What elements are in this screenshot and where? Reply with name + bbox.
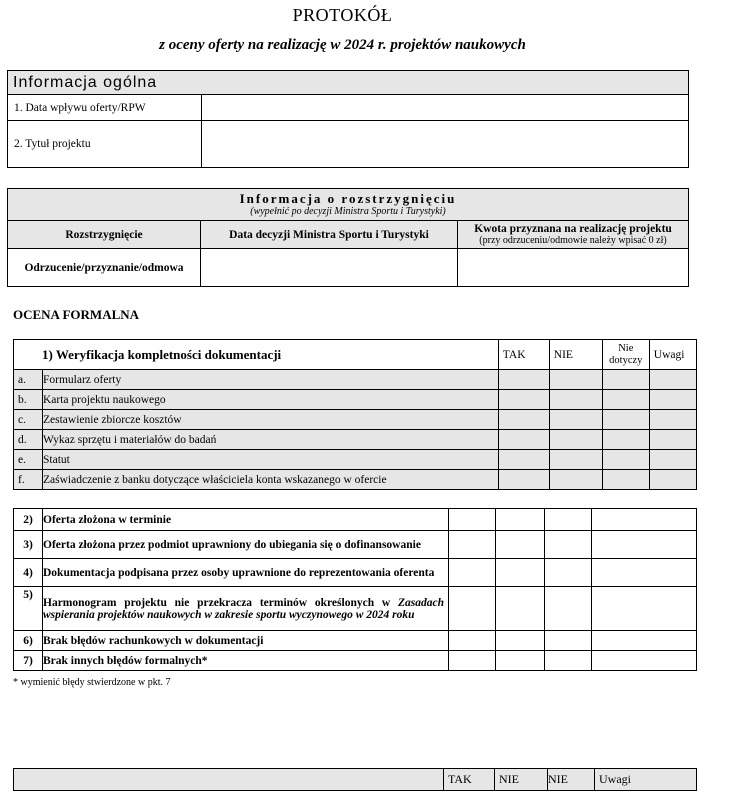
table-row <box>14 559 697 587</box>
na-cell[interactable] <box>602 430 649 450</box>
bottom-table <box>13 768 697 791</box>
notes-cell[interactable] <box>592 651 697 671</box>
na-cell[interactable] <box>545 509 592 531</box>
criteria-table <box>13 508 697 671</box>
row-letter: b. <box>14 390 43 410</box>
criterion-text-italic: Zasadach wspierania projektów naukowych w zakresie sportu wyczynowego w 2024 roku <box>43 596 445 621</box>
decision-date-col-header: Data decyzji Ministra Sportu i Turystyki <box>201 221 458 249</box>
receipt-date-label: 1. Data wpływu oferty/RPW <box>8 95 202 121</box>
document-subtitle: z oceny oferty na realizację w 2024 r. projektów naukowych <box>159 37 526 53</box>
table-row <box>14 631 697 651</box>
row-text: Karta projektu naukowego <box>43 390 499 410</box>
receipt-date-field[interactable] <box>202 95 689 121</box>
no-cell[interactable] <box>549 430 602 450</box>
yes-cell[interactable] <box>498 370 549 390</box>
notes-cell[interactable] <box>592 559 697 587</box>
criterion-number: 6) <box>14 631 43 651</box>
no-cell[interactable] <box>549 410 602 430</box>
criterion-number: 4) <box>14 559 43 587</box>
table-row <box>14 370 697 390</box>
yes-cell[interactable] <box>449 631 496 651</box>
table-row <box>14 450 697 470</box>
notes-cell[interactable] <box>649 410 696 430</box>
table-row <box>14 390 697 410</box>
no-cell[interactable] <box>496 651 545 671</box>
amount-field[interactable] <box>458 249 689 287</box>
na-cell[interactable] <box>602 390 649 410</box>
na-cell[interactable] <box>602 450 649 470</box>
bottom-col-yes: TAK <box>444 769 495 791</box>
criterion-text: Oferta złożona w terminie <box>43 509 449 531</box>
verification-table <box>13 339 697 490</box>
row-text: Wykaz sprzętu i materiałów do badań <box>43 430 499 450</box>
no-cell[interactable] <box>496 587 545 631</box>
na-cell[interactable] <box>545 559 592 587</box>
na-cell[interactable] <box>602 470 649 490</box>
col-na-header: Nie dotyczy <box>602 340 649 370</box>
criterion-text: Brak innych błędów formalnych* <box>43 651 449 671</box>
bottom-col-notes: Uwagi <box>595 769 697 791</box>
table-row <box>14 410 697 430</box>
decision-table <box>7 188 689 287</box>
yes-cell[interactable] <box>449 531 496 559</box>
project-title-field[interactable] <box>202 121 689 168</box>
col-no-header: NIE <box>549 340 602 370</box>
criterion-number: 3) <box>14 531 43 559</box>
notes-cell[interactable] <box>592 509 697 531</box>
no-cell[interactable] <box>549 470 602 490</box>
yes-cell[interactable] <box>449 651 496 671</box>
no-cell[interactable] <box>496 631 545 651</box>
criterion-text: Dokumentacja podpisana przez osoby uprawnione do reprezentowania oferenta <box>43 559 449 587</box>
row-text: Zestawienie zbiorcze kosztów <box>43 410 499 430</box>
yes-cell[interactable] <box>498 470 549 490</box>
no-cell[interactable] <box>549 450 602 470</box>
yes-cell[interactable] <box>449 587 496 631</box>
criterion-text: Oferta złożona przez podmiot uprawniony do ubiegania się o dofinansowanie <box>43 531 449 559</box>
na-cell[interactable] <box>545 651 592 671</box>
table-row <box>14 430 697 450</box>
table-row <box>14 470 697 490</box>
decision-heading: Informacja o rozstrzygnięciu <box>239 190 457 206</box>
criterion-number: 7) <box>14 651 43 671</box>
col-yes-header: TAK <box>498 340 549 370</box>
row-letter: c. <box>14 410 43 430</box>
yes-cell[interactable] <box>498 410 549 430</box>
yes-cell[interactable] <box>498 450 549 470</box>
na-cell[interactable] <box>545 531 592 559</box>
criterion-text: Brak błędów rachunkowych w dokumentacji <box>43 631 449 651</box>
no-cell[interactable] <box>549 370 602 390</box>
col-notes-header: Uwagi <box>649 340 696 370</box>
notes-cell[interactable] <box>649 390 696 410</box>
row-letter: f. <box>14 470 43 490</box>
decision-date-field[interactable] <box>201 249 458 287</box>
bottom-col-na: NIE <box>548 769 595 791</box>
na-cell[interactable] <box>602 410 649 430</box>
notes-cell[interactable] <box>592 531 697 559</box>
no-cell[interactable] <box>549 390 602 410</box>
row-letter: e. <box>14 450 43 470</box>
yes-cell[interactable] <box>449 509 496 531</box>
yes-cell[interactable] <box>449 559 496 587</box>
criterion-text: Harmonogram projektu nie przekracza terminów określonych w <box>43 596 391 609</box>
row-letter: a. <box>14 370 43 390</box>
footnote: * wymienić błędy stwierdzone w pkt. 7 <box>13 677 171 688</box>
row-text: Zaświadczenie z banku dotyczące właściciela konta wskazanego w ofercie <box>43 470 499 490</box>
verification-title: 1) Weryfikacja kompletności dokumentacji <box>14 340 499 370</box>
table-row <box>14 531 697 559</box>
notes-cell[interactable] <box>592 587 697 631</box>
no-cell[interactable] <box>496 509 545 531</box>
table-row <box>14 587 697 631</box>
row-text: Formularz oferty <box>43 370 499 390</box>
row-letter: d. <box>14 430 43 450</box>
formal-heading: OCENA FORMALNA <box>13 307 140 322</box>
general-info-table <box>7 70 689 168</box>
yes-cell[interactable] <box>498 390 549 410</box>
na-cell[interactable] <box>545 631 592 651</box>
no-cell[interactable] <box>496 559 545 587</box>
criterion-number: 2) <box>14 509 43 531</box>
document-title: PROTOKÓŁ <box>292 5 393 25</box>
notes-cell[interactable] <box>592 631 697 651</box>
criterion-number: 5) <box>14 587 43 631</box>
decision-note: (wypełnić po decyzji Ministra Sportu i Turystyki) <box>250 205 446 217</box>
decision-row-label: Odrzucenie/przyznanie/odmowa <box>8 249 201 287</box>
table-row <box>14 509 697 531</box>
amount-col-header: Kwota przyznana na realizację projektu <box>474 222 672 235</box>
table-row <box>14 651 697 671</box>
notes-cell[interactable] <box>649 450 696 470</box>
amount-col-note: (przy odrzuceniu/odmowie należy wpisać 0 zł) <box>479 234 667 246</box>
bottom-col-no: NIE <box>495 769 548 791</box>
notes-cell[interactable] <box>649 430 696 450</box>
na-cell[interactable] <box>602 370 649 390</box>
decision-col-header: Rozstrzygnięcie <box>8 221 201 249</box>
row-text: Statut <box>43 450 499 470</box>
yes-cell[interactable] <box>498 430 549 450</box>
general-info-heading: Informacja ogólna <box>8 71 689 95</box>
project-title-label: 2. Tytuł projektu <box>8 121 202 168</box>
no-cell[interactable] <box>496 531 545 559</box>
na-cell[interactable] <box>545 587 592 631</box>
notes-cell[interactable] <box>649 470 696 490</box>
notes-cell[interactable] <box>649 370 696 390</box>
